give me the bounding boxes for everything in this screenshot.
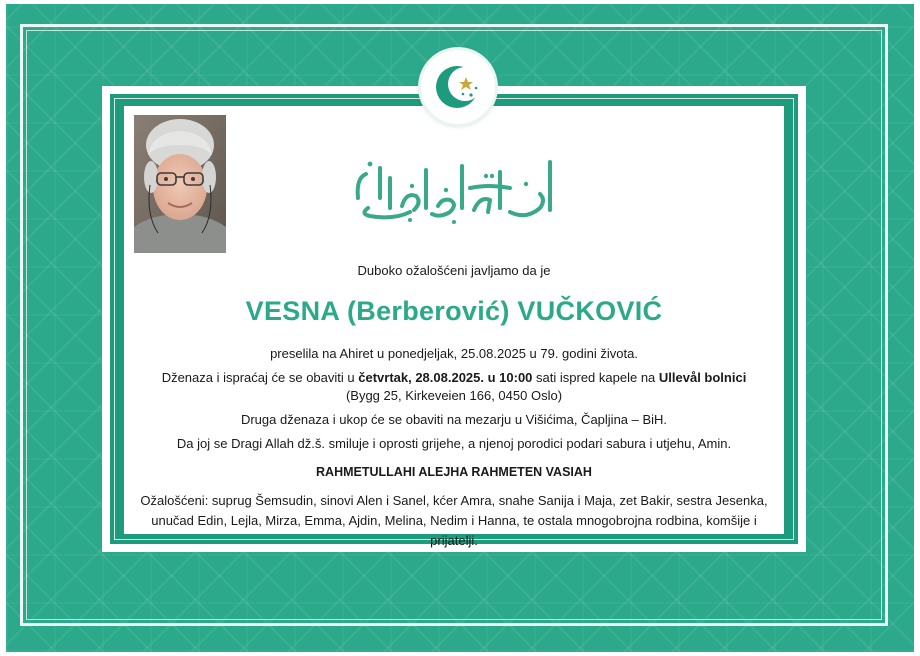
funeral-address: (Bygg 25, Kirkeveien 166, 0450 Oslo) [345, 388, 563, 403]
funeral-text [124, 369, 784, 405]
funeral-place: Ullevål bolnici [658, 370, 747, 385]
prayer-text: Da joj se Dragi Allah dž.š. smiluje i oprosti grijehe, a njenoj porodici podari sabura i utjehu, Amin. [176, 436, 732, 451]
deceased-name: VESNA (Berberović) VUČKOVIĆ [245, 296, 663, 326]
rahmet-text: RAHMETULLAHI ALEJHA RAHMETEN VASIAH [316, 465, 592, 479]
crescent-star-icon [421, 50, 495, 124]
funeral-text-part2: sati ispred kapele na [532, 370, 659, 385]
burial-text: Druga dženaza i ukop će se obaviti na mezarju u Višićima, Čapljina – BiH. [240, 412, 668, 427]
intro-text: Duboko ožalošćeni javljamo da je [357, 263, 551, 278]
portrait-photo [134, 115, 226, 253]
funeral-date: četvrtak, 28.08.2025. u 10:00 [358, 370, 533, 385]
obituary-text [124, 258, 784, 551]
funeral-text-part1: Dženaza i ispraćaj će se obaviti u [161, 370, 359, 385]
passing-text: preselila na Ahiret u ponedjeljak, 25.08.2025 u 79. godini života. [270, 346, 638, 361]
arabic-calligraphy [350, 148, 565, 224]
mourners-text: Ožalošćeni: suprug Šemsudin, sinovi Alen i Sanel, kćer Amra, snahe Sanija i Maja, zet Bakir, sestra Jesenka, unučad Edin, Lejla, Mirza, Emma, Ajdin, Melina, Nedim i Hanna, te ostala mnogobrojna rodbina, komšije i prijatelji. [140, 493, 768, 548]
